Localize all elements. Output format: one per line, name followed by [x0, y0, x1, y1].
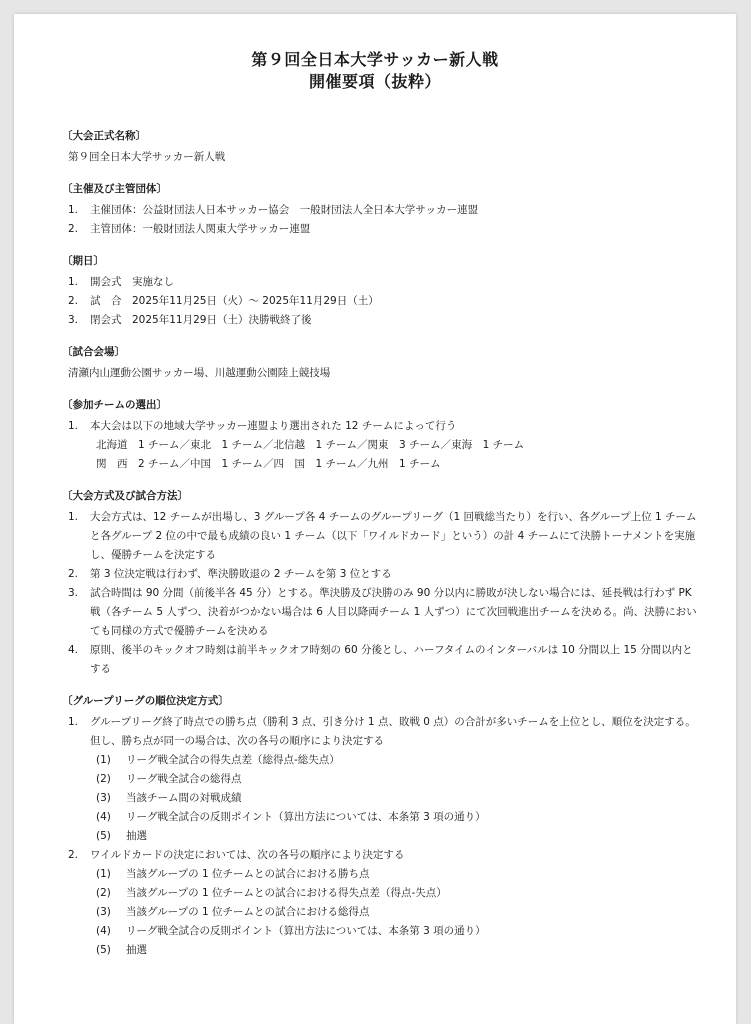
- sub-item: [62, 789, 702, 808]
- item-text: 開会式 実施なし: [90, 276, 174, 288]
- section-heading: 〔試合会場〕: [62, 346, 125, 358]
- list-item: [62, 273, 702, 292]
- list-item: [62, 508, 702, 565]
- sub-item-text: 当該グループの 1 位チームとの試合における勝ち点: [126, 868, 370, 880]
- sub-item-number: (5): [96, 830, 111, 842]
- list-item: [62, 417, 702, 436]
- item-number: 3.: [68, 314, 79, 326]
- item-text: 主催団体：公益財団法人日本サッカー協会 一般財団法人全日本大学サッカー連盟: [90, 204, 479, 216]
- sub-item-number: (1): [96, 754, 111, 766]
- section-heading: 〔参加チームの選出〕: [62, 399, 167, 411]
- item-number: 1.: [68, 276, 79, 288]
- list-item: [62, 220, 702, 239]
- sub-item-number: (4): [96, 925, 111, 937]
- item-number: 4.: [68, 644, 79, 656]
- section-heading: 〔大会方式及び試合方法〕: [62, 490, 188, 502]
- section-format: [62, 487, 702, 679]
- sub-item-text: 抽選: [126, 830, 147, 842]
- sub-item: [62, 827, 702, 846]
- document-title: 第９回全日本大学サッカー新人戦: [251, 50, 499, 69]
- sub-item-text: 抽選: [126, 944, 147, 956]
- item-text: 原則、後半のキックオフ時刻は前半キックオフ時刻の 60 分後とし、ハーフタイムのインターバルは 10 分間以上 15 分間以内とする: [90, 644, 693, 675]
- sub-item-number: (1): [96, 868, 111, 880]
- section-heading: 〔期日〕: [62, 255, 104, 267]
- item-text: グループリーグ終了時点での勝ち点（勝利 3 点、引き分け 1 点、敗戦 0 点）の合計が多いチームを上位とし、順位を決定する。但し、勝ち点が同一の場合は、次の各号の順序により決定する: [90, 716, 696, 747]
- sub-item-number: (3): [96, 792, 111, 804]
- sub-item-text: リーグ戦全試合の総得点: [126, 773, 242, 785]
- sub-item-number: (5): [96, 944, 111, 956]
- item-number: 2.: [68, 295, 79, 307]
- section-team-selection: [62, 396, 702, 474]
- sub-item-text: 当該チーム間の対戦成績: [126, 792, 242, 804]
- item-text: 本大会は以下の地域大学サッカー連盟より選出された 12 チームによって行う: [90, 420, 457, 432]
- section-heading: 〔グループリーグの順位決定方式〕: [62, 695, 229, 707]
- sub-item-text: リーグ戦全試合の得失点差（総得点-総失点）: [126, 754, 340, 766]
- section-organizers: [62, 180, 702, 239]
- item-number: 1.: [68, 716, 79, 728]
- sub-item-text: リーグ戦全試合の反則ポイント（算出方法については、本条第 3 項の通り）: [126, 811, 486, 823]
- list-item: [62, 565, 702, 584]
- sub-item: [62, 751, 702, 770]
- item-text: 大会方式は、12 チームが出場し、3 グループ各 4 チームのグループリーグ（1 回戦総当たり）を行い、各グループ上位 1 チームと各グループ 2 位の中で最も成績の良い 1 チーム（以下「ワイルドカード」という）の計 4 チームにて決勝トーナメントを実施し、優勝チームを決定する: [90, 511, 697, 561]
- item-number: 2.: [68, 849, 79, 861]
- list-item: [62, 201, 702, 220]
- sub-item: [62, 884, 702, 903]
- item-text: 閉会式 2025年11月29日（土）決勝戦終了後: [90, 314, 312, 326]
- title-block: [14, 49, 736, 93]
- sub-item: [62, 770, 702, 789]
- sub-item-text: 当該グループの 1 位チームとの試合における得失点差（得点-失点）: [126, 887, 447, 899]
- sub-item: [62, 941, 702, 960]
- sub-item-number: (2): [96, 773, 111, 785]
- document-page: [14, 14, 736, 1024]
- item-number: 1.: [68, 511, 79, 523]
- item-number: 2.: [68, 568, 79, 580]
- region-allocation-line: 関 西 2 チーム／中国 1 チーム／四 国 1 チーム／九州 1 チーム: [96, 458, 441, 470]
- item-number: 1.: [68, 204, 79, 216]
- list-item: [62, 641, 702, 679]
- item-text: 試 合 2025年11月25日（火）～ 2025年11月29日（土）: [90, 295, 379, 307]
- section-heading: 〔主催及び主管団体〕: [62, 183, 167, 195]
- document-subtitle: 開催要項（抜粋）: [308, 72, 441, 91]
- item-number: 2.: [68, 223, 79, 235]
- section-venue: [62, 343, 702, 383]
- sub-item-number: (4): [96, 811, 111, 823]
- sub-item: [62, 865, 702, 884]
- sub-item-text: 当該グループの 1 位チームとの試合における総得点: [126, 906, 370, 918]
- section-dates: [62, 252, 702, 330]
- list-item: [62, 713, 702, 751]
- sub-item-number: (2): [96, 887, 111, 899]
- section-group-ranking: [62, 692, 702, 960]
- item-text: 主管団体：一般財団法人関東大学サッカー連盟: [90, 223, 311, 235]
- sub-item-text: リーグ戦全試合の反則ポイント（算出方法については、本条第 3 項の通り）: [126, 925, 486, 937]
- item-text: 第 3 位決定戦は行わず、準決勝敗退の 2 チームを第 3 位とする: [90, 568, 392, 580]
- list-item: [62, 292, 702, 311]
- item-text: ワイルドカードの決定においては、次の各号の順序により決定する: [90, 849, 405, 861]
- list-item: [62, 846, 702, 865]
- item-number: 3.: [68, 587, 79, 599]
- region-allocation-line: 北海道 1 チーム／東北 1 チーム／北信越 1 チーム／関東 3 チーム／東海 1 チーム: [96, 439, 525, 451]
- sub-item: [62, 922, 702, 941]
- section-official-name: [62, 127, 702, 167]
- section-text: 第９回全日本大学サッカー新人戦: [68, 151, 226, 163]
- item-number: 1.: [68, 420, 79, 432]
- list-item: [62, 311, 702, 330]
- document-body: [62, 127, 702, 973]
- sub-item: [62, 903, 702, 922]
- item-text: 試合時間は 90 分間（前後半各 45 分）とする。準決勝及び決勝のみ 90 分以内に勝敗が決しない場合には、延長戦は行わず PK 戦（各チーム 5 人ずつ、決着がつかない場合は 6 人目以降両チーム 1 人ずつ）にて次回戦進出チームを決める。尚、決勝においても同様の方式で優勝チームを決める: [90, 587, 697, 637]
- section-heading: 〔大会正式名称〕: [62, 130, 146, 142]
- sub-item: [62, 808, 702, 827]
- sub-item-number: (3): [96, 906, 111, 918]
- section-text: 清瀬内山運動公園サッカー場、川越運動公園陸上競技場: [68, 367, 331, 379]
- list-item: [62, 584, 702, 641]
